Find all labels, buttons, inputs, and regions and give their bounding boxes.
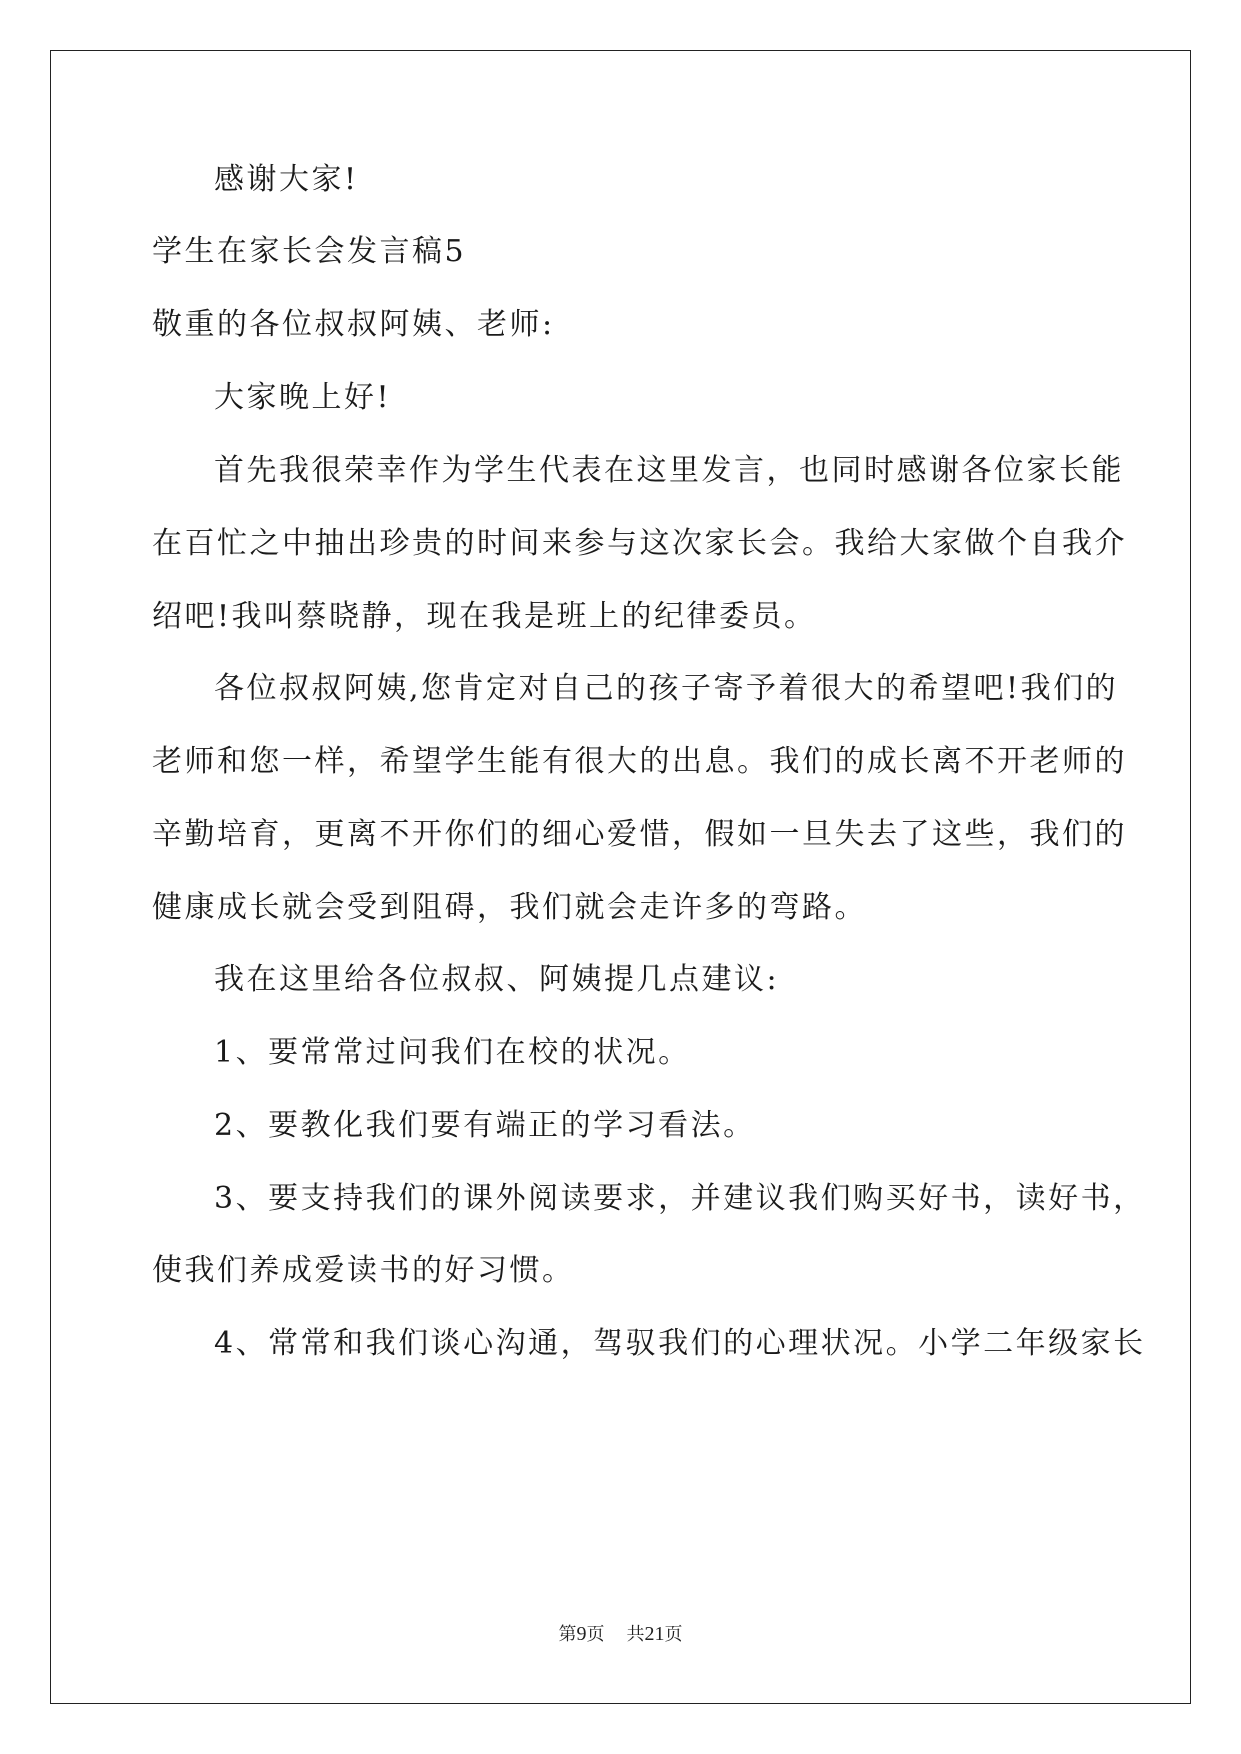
page-footer [0,1620,1241,1646]
total-prefix: 共 [626,1624,645,1645]
list-item: 1、要常常过问我们在校的状况。 [214,1035,691,1070]
list-item-continuation: 使我们养成爱读书的好习惯。 [152,1253,575,1288]
total-suffix: 页 [664,1624,683,1645]
paragraph-line: 首先我很荣幸作为学生代表在这里发言，也同时感谢各位家长能 [214,453,1124,488]
list-item: 4、常常和我们谈心沟通，驾驭我们的心理状况。小学二年级家长 [214,1326,1146,1361]
list-item: 3、要支持我们的课外阅读要求，并建议我们购买好书，读好书， [214,1181,1146,1216]
closing-line: 感谢大家! [214,162,359,197]
paragraph-line: 辛勤培育，更离不开你们的细心爱惜，假如一旦失去了这些，我们的 [152,817,1127,852]
paragraph-line: 在百忙之中抽出珍贵的时间来参与这次家长会。我给大家做个自我介 [152,526,1127,561]
page-prefix: 第 [558,1624,577,1645]
paragraph-line: 各位叔叔阿姨,您肯定对自己的孩子寄予着很大的希望吧!我们的 [214,671,1119,706]
list-item: 2、要教化我们要有端正的学习看法。 [214,1108,756,1143]
page-number: 9 [576,1623,587,1645]
greeting: 大家晚上好! [214,380,392,415]
page-total: 21 [644,1623,665,1645]
paragraph-line: 老师和您一样，希望学生能有很大的出息。我们的成长离不开老师的 [152,744,1127,779]
paragraph-line: 绍吧!我叫蔡晓静，现在我是班上的纪律委员。 [152,599,817,634]
section-title: 学生在家长会发言稿5 [152,234,467,269]
page-suffix: 页 [586,1624,605,1645]
paragraph-line: 我在这里给各位叔叔、阿姨提几点建议: [214,962,780,997]
paragraph-line: 健康成长就会受到阻碍，我们就会走许多的弯路。 [152,890,867,925]
page-frame [50,50,1191,1704]
salutation: 敬重的各位叔叔阿姨、老师: [152,307,555,342]
